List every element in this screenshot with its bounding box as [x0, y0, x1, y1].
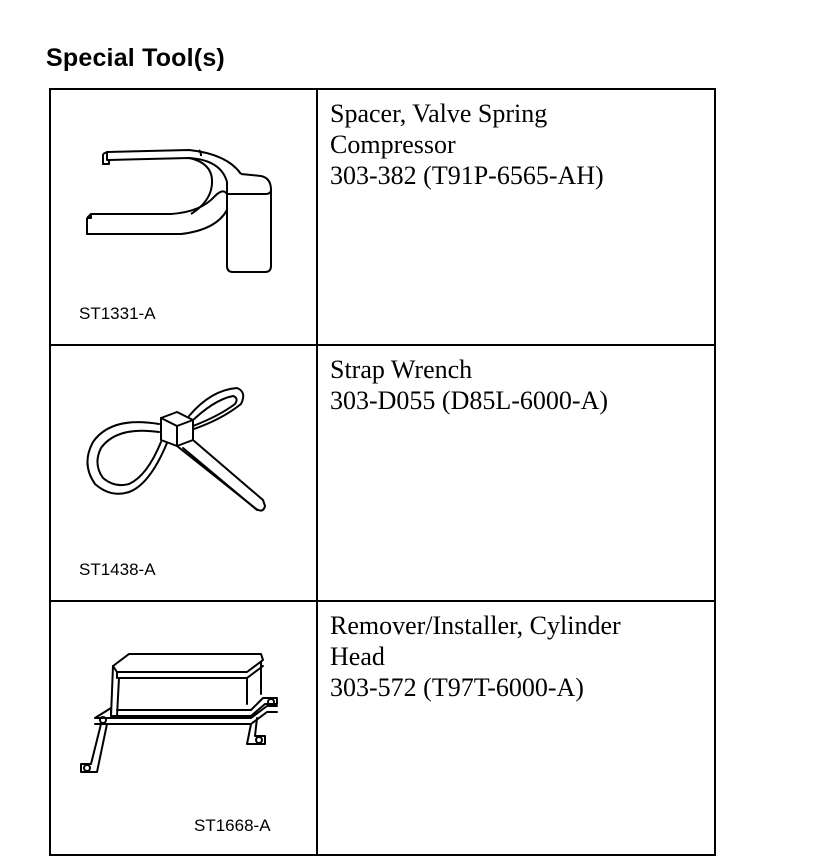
tool-name-line: Spacer, Valve Spring: [330, 99, 548, 128]
tool-image-cell: [51, 90, 318, 344]
tool-number: 303-D055 (D85L-6000-A): [330, 386, 609, 415]
tool-image-cell: [51, 602, 318, 856]
tool-number: 303-382 (T91P-6565-AH): [330, 161, 604, 190]
tool-description: [318, 90, 714, 344]
tool-description: [318, 346, 714, 600]
tool-image-cell: [51, 346, 318, 600]
tool-name-line: Remover/Installer, Cylinder: [330, 611, 621, 640]
image-code: ST1331-A: [79, 304, 156, 323]
special-tools-table: [49, 88, 716, 856]
tool-number: 303-572 (T97T-6000-A): [330, 673, 584, 702]
image-code: ST1668-A: [194, 816, 271, 835]
table-row: [51, 90, 714, 346]
table-row: [51, 602, 714, 856]
image-code: ST1438-A: [79, 560, 156, 579]
page-title: Special Tool(s): [46, 44, 225, 72]
table-row: [51, 346, 714, 602]
tool-name-line: Compressor: [330, 130, 456, 159]
tool-name-line: Head: [330, 642, 385, 671]
cylinder-head-remover-installer-illustration: [51, 602, 316, 854]
tool-description: [318, 602, 714, 856]
tool-name-line: Strap Wrench: [330, 355, 473, 384]
